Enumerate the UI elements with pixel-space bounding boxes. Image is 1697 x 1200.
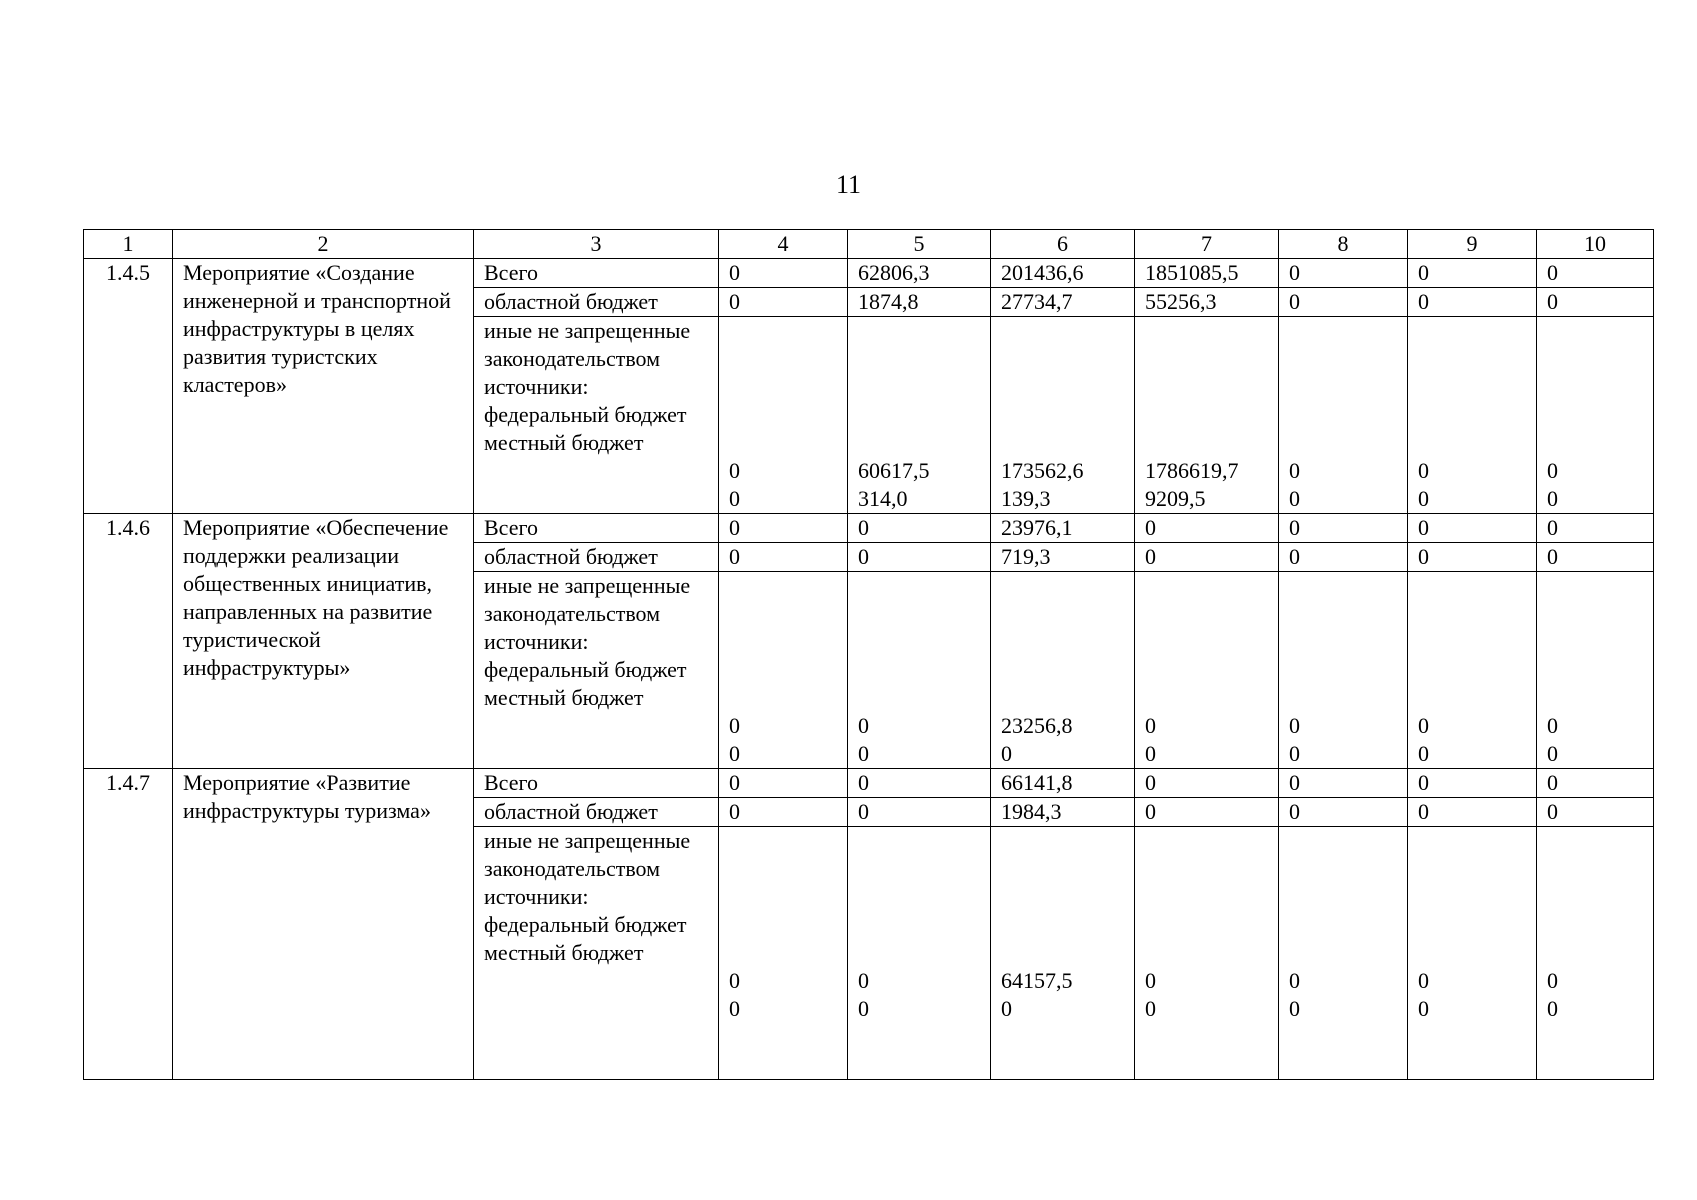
federal-value: 0: [1418, 968, 1429, 993]
local-value: 0: [1145, 741, 1156, 766]
source-label-block: [474, 827, 719, 1080]
value-cell: 0: [1279, 288, 1408, 317]
local-value: 0: [858, 741, 869, 766]
federal-value: 0: [1289, 968, 1300, 993]
value-cell: 0: [1537, 543, 1654, 572]
federal-value: 0: [1547, 458, 1558, 483]
value-cell-block: [1408, 572, 1537, 769]
local-value: 0: [1418, 741, 1429, 766]
value-cell: 0: [719, 259, 848, 288]
measure-code: 1.4.5: [84, 259, 173, 514]
header-cell: 4: [719, 230, 848, 259]
header-cell: 3: [474, 230, 719, 259]
local-value: 0: [1289, 741, 1300, 766]
federal-value: 0: [858, 713, 869, 738]
value-cell: 0: [719, 288, 848, 317]
value-cell: 62806,3: [848, 259, 991, 288]
local-value: 0: [1145, 996, 1156, 1021]
value-cell: 0: [1135, 769, 1279, 798]
local-value: 0: [858, 996, 869, 1021]
value-cell: 0: [1135, 514, 1279, 543]
value-cell: 0: [1279, 769, 1408, 798]
local-value: 0: [1547, 486, 1558, 511]
federal-value: 173562,6: [1001, 458, 1084, 483]
page-number: 11: [835, 170, 862, 199]
measure-title: Мероприятие «Развитие инфраструктуры туризма»: [173, 769, 474, 1080]
federal-value: 0: [729, 713, 740, 738]
value-cell: 0: [1408, 259, 1537, 288]
local-value: 0: [1001, 996, 1012, 1021]
value-cell-block: [1537, 317, 1654, 514]
value-cell: 66141,8: [991, 769, 1135, 798]
value-cell-block: [1135, 317, 1279, 514]
value-cell-block: [719, 317, 848, 514]
value-cell: 0: [848, 769, 991, 798]
federal-value: 1786619,7: [1145, 458, 1239, 483]
federal-label: федеральный бюджет: [484, 402, 687, 427]
federal-label: федеральный бюджет: [484, 657, 687, 682]
local-value: 139,3: [1001, 486, 1051, 511]
source-label: областной бюджет: [474, 798, 719, 827]
value-cell: 0: [719, 798, 848, 827]
value-cell: 201436,6: [991, 259, 1135, 288]
value-cell: 0: [1537, 769, 1654, 798]
local-value: 0: [1289, 486, 1300, 511]
local-value: 0: [729, 741, 740, 766]
local-label: местный бюджет: [484, 430, 644, 455]
value-cell-block: [1537, 827, 1654, 1080]
value-cell: 0: [1279, 514, 1408, 543]
value-cell: 0: [848, 798, 991, 827]
local-value: 0: [1001, 741, 1012, 766]
value-cell-block: [1408, 827, 1537, 1080]
table-row-total: [84, 769, 1654, 798]
federal-value: 0: [1145, 968, 1156, 993]
value-cell: 0: [1537, 798, 1654, 827]
federal-value: 0: [1289, 713, 1300, 738]
local-value: 314,0: [858, 486, 908, 511]
federal-value: 0: [1547, 968, 1558, 993]
value-cell-block: [1537, 572, 1654, 769]
value-cell: 0: [719, 543, 848, 572]
header-cell: 5: [848, 230, 991, 259]
value-cell-block: [991, 572, 1135, 769]
local-value: 0: [1547, 741, 1558, 766]
value-cell-block: [848, 572, 991, 769]
value-cell: 1874,8: [848, 288, 991, 317]
value-cell: 0: [1279, 259, 1408, 288]
header-cell: 9: [1408, 230, 1537, 259]
value-cell: 0: [1279, 543, 1408, 572]
measure-code: 1.4.6: [84, 514, 173, 769]
local-value: 0: [1289, 996, 1300, 1021]
value-cell-block: [1279, 827, 1408, 1080]
source-label-block: [474, 572, 719, 769]
measure-title: Мероприятие «Обеспечение поддержки реализации общественных инициатив, направленных на развитие туристической инфраструктуры»: [173, 514, 474, 769]
source-label: областной бюджет: [474, 543, 719, 572]
federal-value: 0: [1547, 713, 1558, 738]
header-cell: 2: [173, 230, 474, 259]
header-row: [84, 230, 1654, 259]
measure-code: 1.4.7: [84, 769, 173, 1080]
local-value: 0: [729, 486, 740, 511]
header-cell: 1: [84, 230, 173, 259]
value-cell-block: [1135, 827, 1279, 1080]
value-cell: 719,3: [991, 543, 1135, 572]
value-cell: 0: [1279, 798, 1408, 827]
header-cell: 6: [991, 230, 1135, 259]
budget-table: [83, 229, 1654, 1080]
measure-title: Мероприятие «Создание инженерной и транспортной инфраструктуры в целях развития туристских кластеров»: [173, 259, 474, 514]
value-cell-block: [1279, 572, 1408, 769]
value-cell-block: [719, 827, 848, 1080]
federal-label: федеральный бюджет: [484, 912, 687, 937]
federal-value: 0: [729, 458, 740, 483]
local-value: 0: [1418, 996, 1429, 1021]
value-cell: 1984,3: [991, 798, 1135, 827]
federal-value: 0: [729, 968, 740, 993]
value-cell: 0: [1537, 288, 1654, 317]
local-value: 0: [1418, 486, 1429, 511]
local-value: 0: [729, 996, 740, 1021]
other-sources-label: иные не запрещенные законодательством источники:: [484, 318, 691, 399]
value-cell-block: [848, 827, 991, 1080]
local-label: местный бюджет: [484, 685, 644, 710]
value-cell: 0: [1135, 543, 1279, 572]
value-cell-block: [1279, 317, 1408, 514]
federal-value: 0: [1418, 713, 1429, 738]
header-cell: 8: [1279, 230, 1408, 259]
table-row-total: [84, 514, 1654, 543]
value-cell: 0: [848, 543, 991, 572]
value-cell: 0: [1408, 543, 1537, 572]
value-cell-block: [1408, 317, 1537, 514]
value-cell: 0: [1408, 288, 1537, 317]
federal-value: 60617,5: [858, 458, 930, 483]
local-value: 0: [1547, 996, 1558, 1021]
value-cell-block: [991, 317, 1135, 514]
local-label: местный бюджет: [484, 940, 644, 965]
value-cell: 0: [1408, 514, 1537, 543]
value-cell: 0: [848, 514, 991, 543]
source-label: областной бюджет: [474, 288, 719, 317]
table-row-total: [84, 259, 1654, 288]
value-cell-block: [719, 572, 848, 769]
value-cell: 0: [719, 769, 848, 798]
federal-value: 0: [1145, 713, 1156, 738]
value-cell: 23976,1: [991, 514, 1135, 543]
source-label: Всего: [474, 769, 719, 798]
federal-value: 0: [1289, 458, 1300, 483]
header-cell: 10: [1537, 230, 1654, 259]
source-label-block: [474, 317, 719, 514]
value-cell: 0: [1537, 514, 1654, 543]
federal-value: 0: [858, 968, 869, 993]
federal-value: 0: [1418, 458, 1429, 483]
other-sources-label: иные не запрещенные законодательством источники:: [484, 828, 691, 909]
value-cell: 0: [1537, 259, 1654, 288]
value-cell: 1851085,5: [1135, 259, 1279, 288]
header-cell: 7: [1135, 230, 1279, 259]
value-cell: 0: [1135, 798, 1279, 827]
federal-value: 64157,5: [1001, 968, 1073, 993]
federal-value: 23256,8: [1001, 713, 1073, 738]
value-cell: 27734,7: [991, 288, 1135, 317]
value-cell-block: [848, 317, 991, 514]
value-cell-block: [1135, 572, 1279, 769]
value-cell-block: [991, 827, 1135, 1080]
value-cell: 0: [1408, 798, 1537, 827]
value-cell: 0: [719, 514, 848, 543]
source-label: Всего: [474, 514, 719, 543]
value-cell: 0: [1408, 769, 1537, 798]
value-cell: 55256,3: [1135, 288, 1279, 317]
other-sources-label: иные не запрещенные законодательством источники:: [484, 573, 691, 654]
local-value: 9209,5: [1145, 486, 1206, 511]
source-label: Всего: [474, 259, 719, 288]
